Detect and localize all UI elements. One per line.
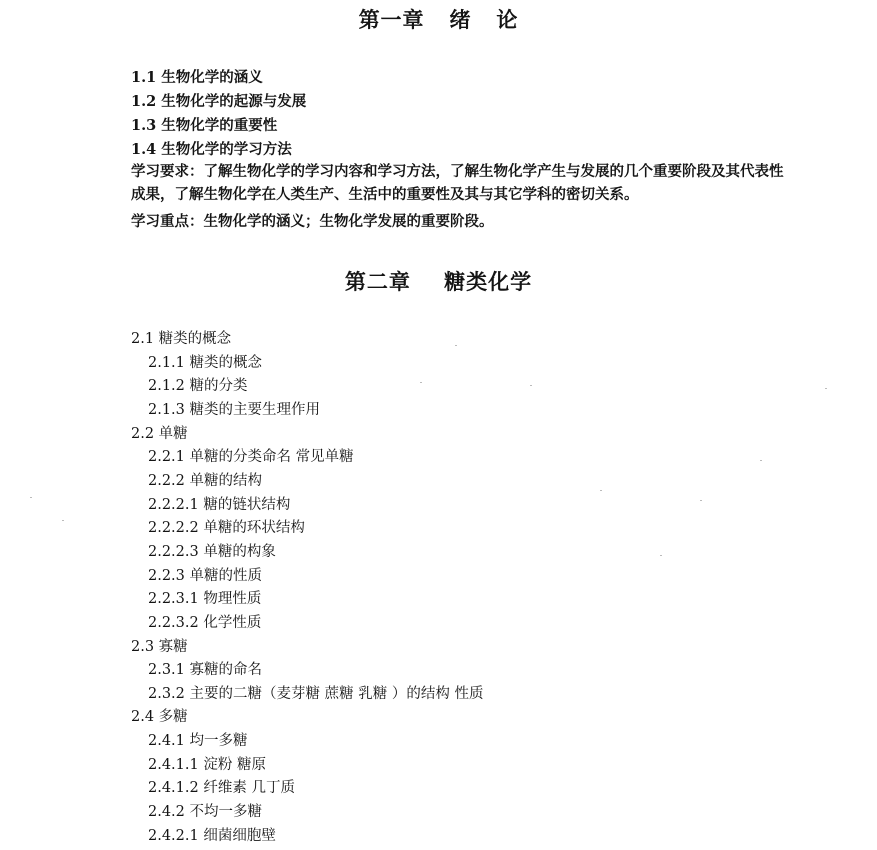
chapter-2-title: 第二章 糖类化学 [344,269,533,294]
scan-speck [760,460,762,461]
toc-item: 2.2.2.3 单糖的构象 [148,543,276,560]
learning-focus [131,210,791,233]
requirement-label: 学习要求： [131,163,204,180]
scan-speck [825,388,827,389]
learning-requirement [131,160,791,206]
scan-speck [660,555,662,556]
toc-item: 2.2.3.1 物理性质 [148,591,262,608]
toc-item: 2.4.2 不均一多糖 [148,804,263,820]
toc-item: 2.4.1.1 淀粉 糖原 [148,756,266,773]
scan-speck [30,497,32,498]
toc-item: 2.4.1.2 纤维素 几丁质 [148,780,295,797]
toc-item: 2.2.1 单糖的分类命名 常见单糖 [148,449,354,466]
toc-item: 2.4 多糖 [131,709,188,726]
focus-label: 学习重点： [131,213,204,230]
toc-item: 2.4.2.1 细菌细胞壁 [148,827,276,844]
focus-text: 生物化学的涵义；生物化学发展的重要阶段。 [203,213,494,230]
toc-item: 2.1.3 糖类的主要生理作用 [148,401,321,418]
toc-item: 2.1.1 糖类的概念 [148,354,263,371]
toc-item: 2.2 单糖 [131,425,188,442]
toc-item: 2.2.3.2 化学性质 [148,614,262,631]
toc-item: 1.2 生物化学的起源与发展 [131,93,307,110]
toc-item: 1.1 生物化学的涵义 [131,69,263,86]
scan-speck [455,345,457,346]
toc-item: 1.4 生物化学的学习方法 [131,141,292,158]
toc-item: 2.2.2.1 糖的链状结构 [148,496,291,513]
toc-item: 2.2.3 单糖的性质 [148,567,263,584]
toc-item: 1.3 生物化学的重要性 [131,117,278,134]
scan-speck [530,385,532,386]
scan-speck [420,382,422,383]
toc-item: 2.2.2.2 单糖的环状结构 [148,520,305,537]
toc-item: 2.4.1 均一多糖 [148,733,248,749]
chapter-1-title: 第一章 绪 论 [358,7,519,32]
scan-speck [700,500,702,501]
scan-speck [62,520,64,521]
toc-item: 2.3.1 寡糖的命名 [148,662,263,679]
toc-item: 2.2.2 单糖的结构 [148,472,263,489]
requirement-text: 了解生物化学的学习内容和学习方法，了解生物化学产生与发展的几个重要阶段及其代表性成果，了解生物化学在人类生产、生活中的重要性及其与其它学科的密切关系。 [131,163,784,203]
toc-item: 2.3 寡糖 [131,638,188,655]
scan-speck [600,490,602,491]
toc-item: 2.1.2 糖的分类 [148,378,248,395]
toc-item: 2.3.2 主要的二糖（麦芽糖 蔗糖 乳糖 ）的结构 性质 [148,685,484,702]
toc-item: 2.1 糖类的概念 [131,331,232,347]
